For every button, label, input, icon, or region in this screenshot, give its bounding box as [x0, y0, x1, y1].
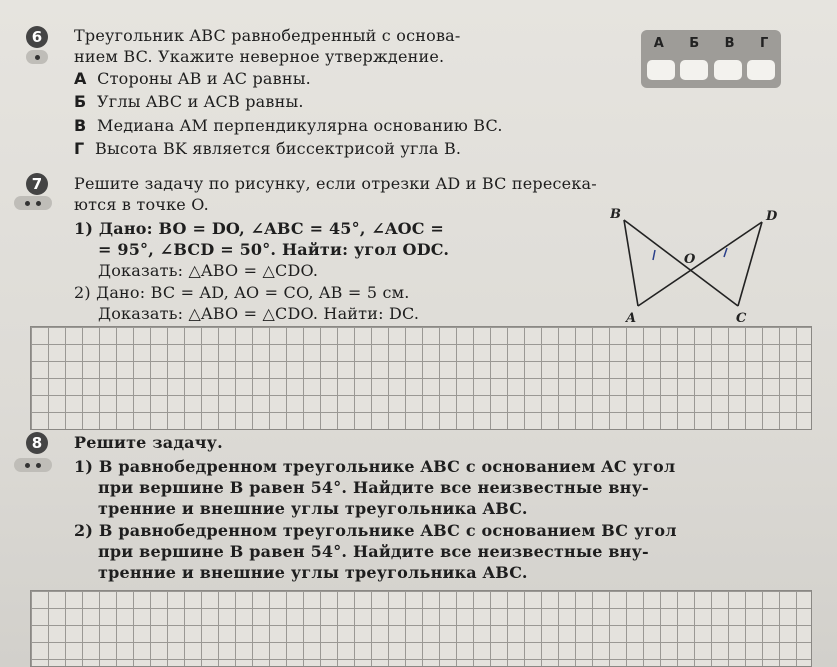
label-C: C — [736, 311, 747, 326]
segment-BC — [624, 220, 738, 306]
task-6-option-g: Г Высота BK является биссектрисой угла B. — [74, 139, 462, 158]
difficulty-1-dot-icon — [26, 50, 48, 64]
difficulty-2-dots-icon — [14, 196, 52, 210]
task-7-part1-line1: 1) Дано: BO = DO, ∠ABC = 45°, ∠AOC = — [74, 219, 445, 238]
task-8-part2-line1: 2) В равнобедренном треугольнике ABC с основанием BC угол — [74, 521, 677, 540]
task-8-part2-line2: при вершине B равен 54°. Найдите все неизвестные вну- — [98, 542, 649, 561]
task-8-part2-line3: тренние и внешние углы треугольника ABC. — [98, 563, 528, 582]
task-7-part1-line2: = 95°, ∠BCD = 50°. Найти: угол ODC. — [98, 240, 450, 259]
answer-cell-g[interactable] — [747, 60, 775, 80]
task-6-statement-line2: нием BC. Укажите неверное утверждение. — [74, 47, 445, 66]
label-O: O — [684, 252, 696, 267]
task-8-part1-line3: тренние и внешние углы треугольника ABC. — [98, 499, 528, 518]
difficulty-2-dots-icon — [14, 458, 52, 472]
tick-mark-BO — [653, 250, 655, 260]
task-7-statement-line1: Решите задачу по рисунку, если отрезки AD и BC пересека- — [74, 174, 597, 193]
task-6-option-b: Б Углы ABC и ACB равны. — [74, 92, 304, 111]
task-8-part1-line1: 1) В равнобедренном треугольнике ABC с основанием AC угол — [74, 457, 676, 476]
segment-AB — [624, 220, 638, 306]
answer-label-a: А — [653, 36, 664, 51]
segment-DC — [738, 222, 762, 306]
task-7-statement-line2: ются в точке O. — [74, 195, 209, 214]
answer-box — [641, 30, 781, 88]
segment-AD — [638, 222, 762, 306]
task-7-number-badge: 7 — [26, 173, 48, 195]
answer-label-v: В — [724, 36, 735, 51]
task-7-answer-grid[interactable] — [30, 326, 812, 430]
answer-label-g: Г — [759, 36, 769, 51]
answer-cell-a[interactable] — [647, 60, 675, 80]
task-8-number-badge: 8 — [26, 432, 48, 454]
answer-cell-b[interactable] — [680, 60, 708, 80]
task-7-part1-line3: Доказать: △ABO = △CDO. — [98, 261, 319, 280]
tick-mark-OD — [724, 248, 727, 257]
task-7-part2-line2: Доказать: △ABO = △CDO. Найти: DC. — [98, 304, 420, 323]
task-8-answer-grid[interactable] — [30, 590, 812, 667]
task-8-title: Решите задачу. — [74, 433, 223, 452]
task-6-statement-line1: Треугольник ABC равнобедренный с основа- — [74, 26, 461, 45]
answer-label-b: Б — [689, 36, 700, 51]
task-6-option-a: А Стороны AB и AC равны. — [74, 69, 311, 88]
task-8-part1-line2: при вершине B равен 54°. Найдите все неизвестные вну- — [98, 478, 649, 497]
label-D: D — [766, 209, 778, 224]
task-6-option-v: В Медиана AM перпендикулярна основанию BC. — [74, 116, 503, 135]
answer-cell-v[interactable] — [714, 60, 742, 80]
task-6-number-badge: 6 — [26, 26, 48, 48]
task-7-part2-line1: 2) Дано: BC = AD, AO = CO, AB = 5 см. — [74, 283, 410, 302]
task-7-figure — [610, 200, 800, 330]
label-B: B — [610, 207, 621, 222]
label-A: A — [626, 311, 637, 326]
